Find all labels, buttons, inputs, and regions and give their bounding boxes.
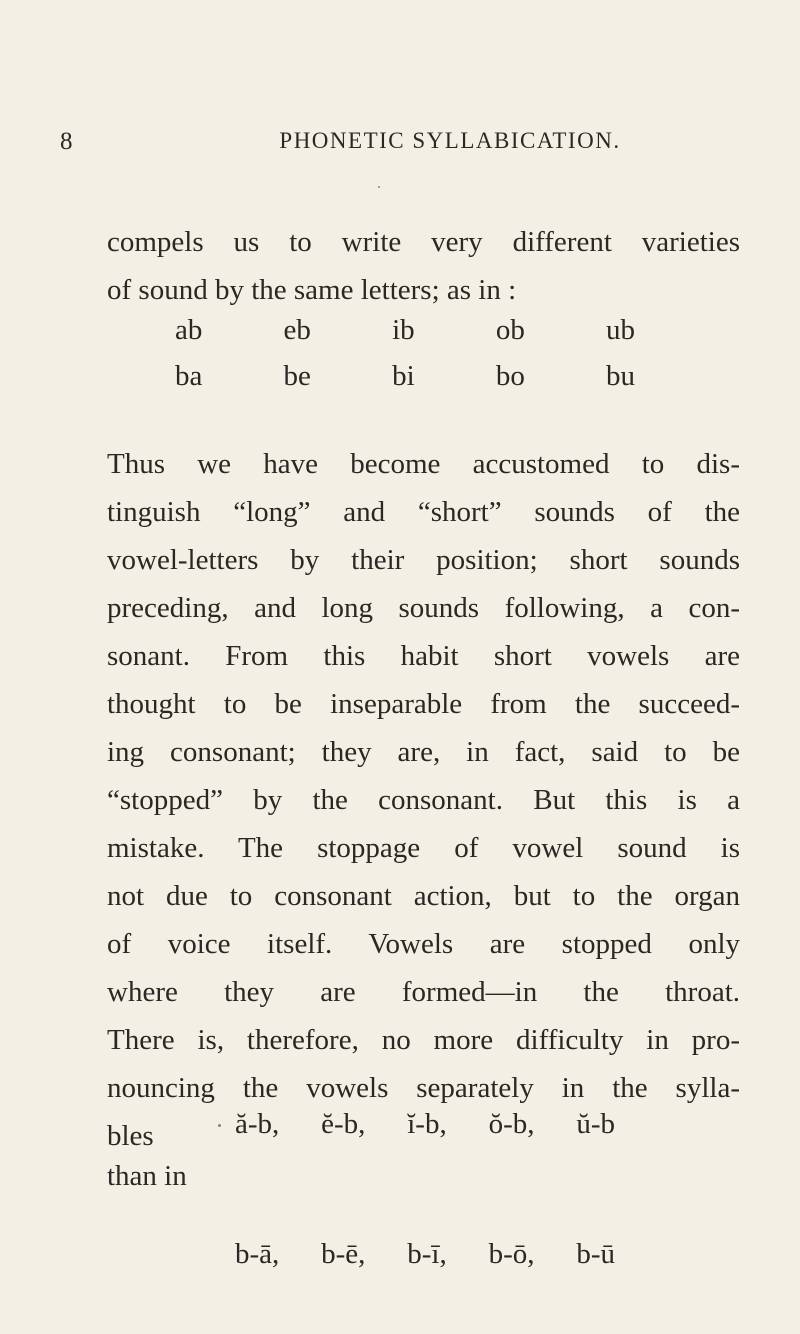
text-line: nouncing the vowels separately in the sylla- — [107, 1072, 740, 1104]
text-line: ing consonant; they are, in fact, said to be — [107, 736, 740, 768]
syllable: ab — [175, 314, 203, 346]
long-vowel-syllables — [235, 1238, 615, 1271]
paper-speck — [378, 186, 380, 188]
syllable: ĭ-b, — [407, 1108, 447, 1140]
page-number: 8 — [60, 128, 73, 155]
text-line: where they are formed—in the throat. — [107, 976, 740, 1008]
intro-paragraph — [107, 218, 740, 314]
paper-speck — [218, 1124, 221, 1127]
syllable: bu — [606, 360, 635, 392]
text-line: tinguish “long” and “short” sounds of the — [107, 496, 740, 528]
text-line: There is, therefore, no more difficulty in pro- — [107, 1024, 740, 1056]
text-line: thought to be inseparable from the succeed- — [107, 688, 740, 720]
text-line: preceding, and long sounds following, a con- — [107, 592, 740, 624]
syllable-row-consonant-first — [175, 360, 635, 393]
syllable: b-ū — [576, 1238, 615, 1270]
main-paragraph — [107, 440, 740, 1160]
syllable: ib — [392, 314, 415, 346]
syllable: ĕ-b, — [321, 1108, 366, 1140]
text-line: of sound by the same letters; as in : — [107, 274, 517, 306]
syllable: b-ī, — [407, 1238, 447, 1270]
syllable: be — [283, 360, 311, 392]
text-line: bles — [107, 1120, 154, 1152]
text-line: sonant. From this habit short vowels are — [107, 640, 740, 672]
syllable: bo — [495, 360, 525, 392]
syllable: eb — [283, 314, 311, 346]
page-header — [60, 128, 750, 164]
syllable: b-ā, — [235, 1238, 280, 1270]
syllable: b-ō, — [488, 1238, 535, 1270]
than-in-text: than in — [107, 1160, 187, 1192]
text-line: not due to consonant action, but to the organ — [107, 880, 740, 912]
text-line: Thus we have become accustomed to dis- — [107, 448, 740, 480]
syllable: ă-b, — [235, 1108, 280, 1140]
syllable: bi — [392, 360, 415, 392]
syllable: ŏ-b, — [488, 1108, 535, 1140]
syllable: ub — [606, 314, 635, 346]
text-line: of voice itself. Vowels are stopped only — [107, 928, 740, 960]
text-line: vowel-letters by their position; short sounds — [107, 544, 740, 576]
text-line: compels us to write very different varieties — [107, 226, 740, 258]
text-line: “stopped” by the consonant. But this is a — [107, 784, 740, 816]
syllable-row-vowel-first — [175, 314, 635, 347]
syllable: ŭ-b — [576, 1108, 615, 1140]
syllable: b-ē, — [321, 1238, 366, 1270]
syllable: ob — [495, 314, 525, 346]
short-vowel-syllables — [235, 1108, 615, 1141]
syllable: ba — [175, 360, 203, 392]
running-title: PHONETIC SYLLABICATION. — [279, 128, 621, 153]
text-line: mistake. The stoppage of vowel sound is — [107, 832, 740, 864]
